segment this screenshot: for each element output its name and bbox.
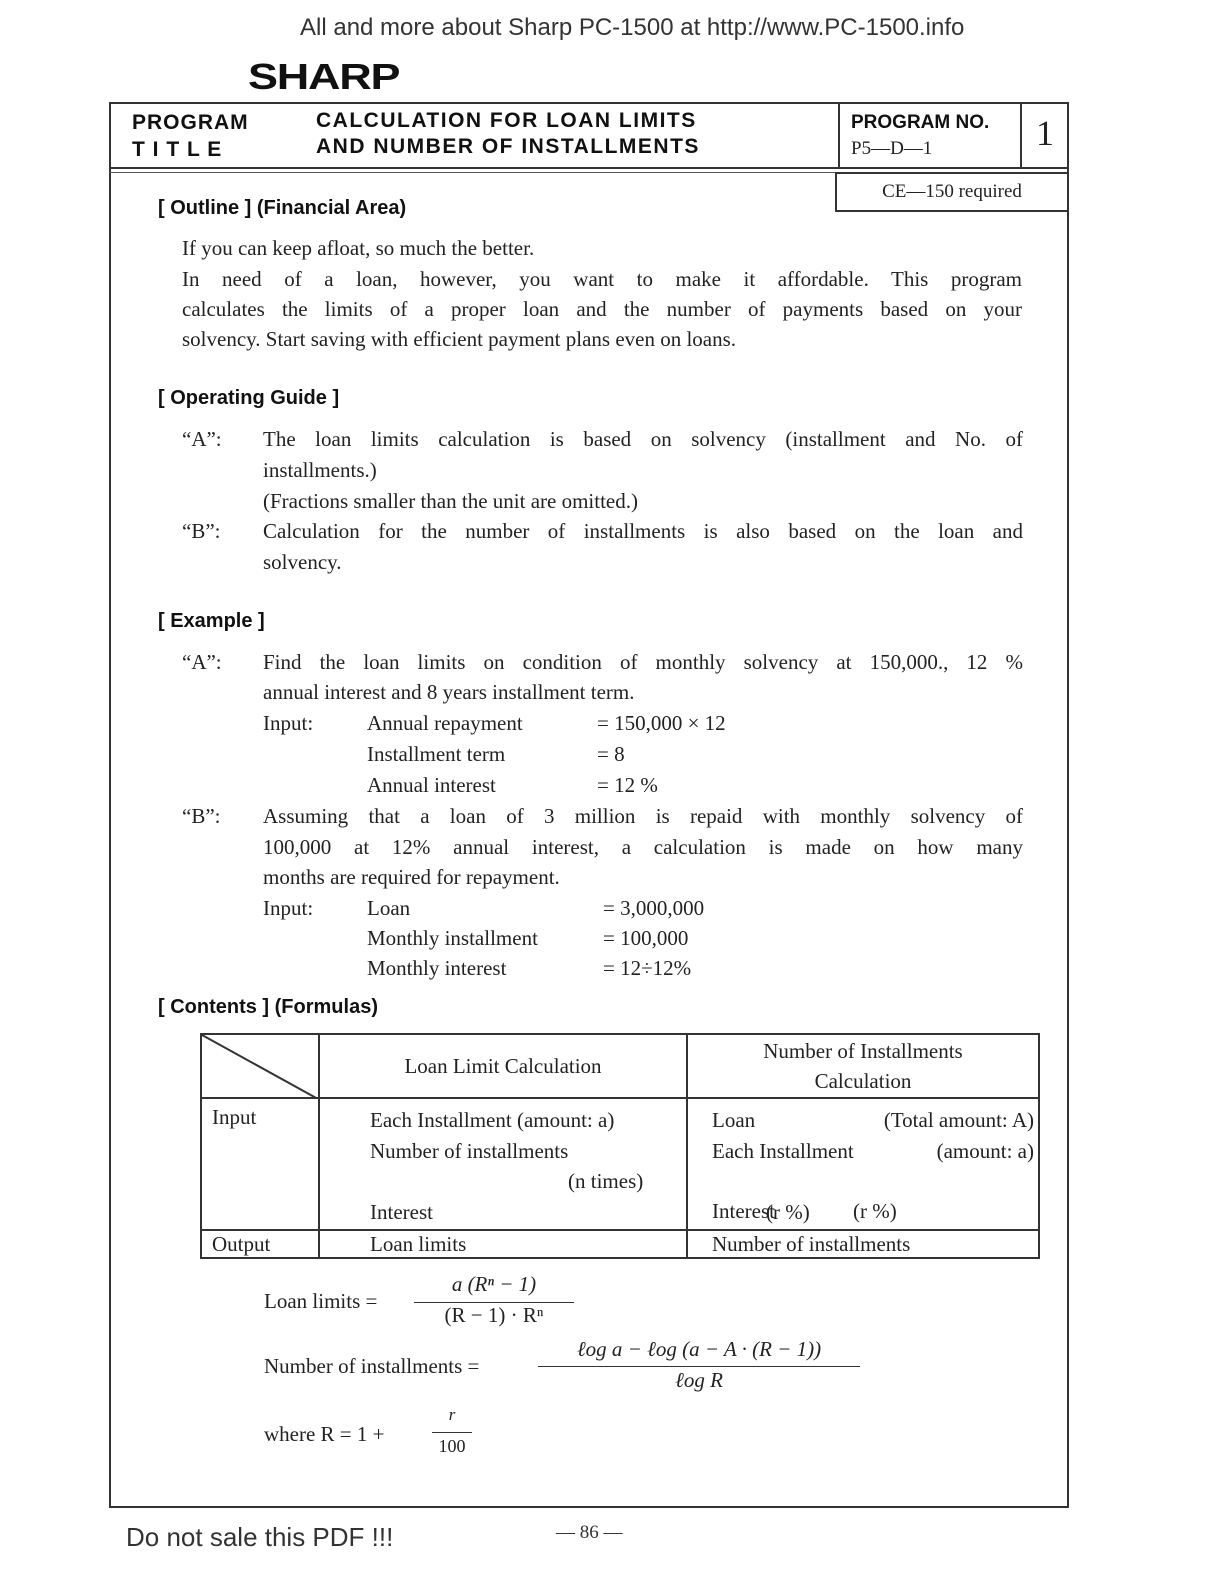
formula-loan-limits-numerator-text: a (Rⁿ − 1) bbox=[451, 1272, 537, 1296]
installment-output-cell bbox=[687, 1230, 1039, 1258]
formula-r-numerator-text: r bbox=[448, 1405, 456, 1424]
key-b-label: “B”: bbox=[182, 519, 221, 543]
formula-loan-limits-denominator: (R − 1) · Rⁿ bbox=[444, 1303, 544, 1327]
formula-installments-denominator bbox=[538, 1368, 860, 1393]
table-row-output bbox=[201, 1230, 1039, 1258]
example-b-line: months are required for repayment. bbox=[263, 865, 560, 889]
example-b-line: 100,000 at 12% annual interest, a calculation is made on how many bbox=[263, 835, 1023, 859]
formula-installments-label: Number of installments = bbox=[264, 1354, 480, 1378]
outline-heading: [ Outline ] (Financial Area) bbox=[158, 197, 407, 219]
loan-output-cell bbox=[319, 1230, 687, 1258]
formula-installments-numerator-text: ℓog a − ℓog (a − A · (R − 1)) bbox=[576, 1337, 822, 1361]
input-value: = 12÷12% bbox=[603, 956, 692, 980]
title-label: T I T L E bbox=[132, 138, 223, 161]
sharp-logo: SHARP bbox=[248, 56, 400, 97]
program-code: P5—D—1 bbox=[851, 138, 933, 159]
input-value: = 100,000 bbox=[603, 926, 689, 950]
page-number: — 86 — bbox=[556, 1522, 623, 1543]
input-label: Input: bbox=[263, 711, 314, 735]
title-divider-vertical bbox=[838, 102, 840, 168]
spacer bbox=[712, 1166, 1034, 1196]
key-a-label: “A”: bbox=[182, 650, 222, 674]
loan-interest-unit: (r %) bbox=[766, 1199, 810, 1224]
inst-loan-name: Loan bbox=[712, 1108, 756, 1132]
input-value: = 150,000 × 12 bbox=[597, 711, 726, 735]
outline-line: In need of a loan, however, you want to make it affordable. This program bbox=[182, 267, 1022, 291]
program-label: PROGRAM bbox=[132, 111, 249, 134]
formula-installments-numerator bbox=[538, 1337, 860, 1362]
footer-notice: Do not sale this PDF !!! bbox=[126, 1522, 394, 1552]
source-url-line: All and more about Sharp PC-1500 at http://www.PC-1500.info bbox=[300, 14, 965, 41]
loan-input-line: (n times) bbox=[568, 1169, 644, 1193]
guide-b-line: Calculation for the number of installments is also based on the loan and bbox=[263, 519, 1023, 543]
input-name: Monthly installment bbox=[367, 926, 538, 950]
input-value: = 12 % bbox=[597, 773, 658, 797]
guide-a-line: (Fractions smaller than the unit are omitted.) bbox=[263, 489, 638, 513]
row-label-output bbox=[201, 1230, 319, 1258]
contents-heading: [ Contents ] (Formulas) bbox=[158, 996, 378, 1018]
outline-line: If you can keep afloat, so much the better. bbox=[182, 236, 535, 260]
formula-installments-denominator-text: ℓog R bbox=[675, 1368, 723, 1392]
loan-interest-name: Interest bbox=[370, 1199, 433, 1224]
loan-input-line: Number of installments bbox=[370, 1138, 569, 1163]
inst-loan-unit: (Total amount: A) bbox=[883, 1108, 1034, 1132]
inst-input-interest bbox=[712, 1196, 1034, 1227]
table-row-input bbox=[201, 1098, 1039, 1230]
header-installments-line1: Number of Installments bbox=[763, 1039, 963, 1063]
operating-guide-heading: [ Operating Guide ] bbox=[158, 387, 340, 409]
formula-table bbox=[200, 1033, 1040, 1259]
table-corner-cell bbox=[201, 1034, 319, 1098]
requirement-badge: CE—150 required bbox=[835, 172, 1069, 212]
row-label-input bbox=[201, 1098, 319, 1230]
formula-loan-limits-numerator bbox=[414, 1272, 574, 1297]
input-name: Loan bbox=[367, 896, 411, 920]
title-divider bbox=[109, 167, 1069, 169]
program-title-line2: AND NUMBER OF INSTALLMENTS bbox=[316, 135, 700, 158]
title-divider-vertical bbox=[1020, 102, 1022, 168]
program-number: 1 bbox=[1036, 113, 1054, 153]
key-a-label: “A”: bbox=[182, 427, 222, 451]
installment-input-cell bbox=[687, 1098, 1039, 1230]
row-label-input-text: Input bbox=[212, 1105, 257, 1129]
formula-r-denominator: 100 bbox=[438, 1436, 466, 1456]
fraction-bar bbox=[538, 1366, 860, 1367]
input-name: Annual repayment bbox=[367, 711, 523, 735]
input-name: Monthly interest bbox=[367, 956, 507, 980]
key-b-label: “B”: bbox=[182, 804, 221, 828]
formula-loan-limits-label: Loan limits = bbox=[264, 1289, 378, 1313]
input-value: = 8 bbox=[597, 742, 625, 766]
formula-r-numerator bbox=[432, 1405, 472, 1425]
example-a-line: Find the loan limits on condition of monthly solvency at 150,000., 12 % bbox=[263, 650, 1023, 674]
guide-b-line: solvency. bbox=[263, 550, 342, 574]
loan-output-text: Loan limits bbox=[370, 1231, 467, 1256]
inst-each-unit: (amount: a) bbox=[936, 1138, 1034, 1163]
header-installments-line2: Calculation bbox=[814, 1069, 912, 1093]
input-name: Annual interest bbox=[367, 773, 496, 797]
inst-interest-unit: (r %) bbox=[852, 1199, 897, 1223]
inst-each-name: Each Installment bbox=[712, 1138, 854, 1163]
outline-line: solvency. Start saving with efficient payment plans even on loans. bbox=[182, 327, 737, 351]
formula-r-label: where R = 1 + bbox=[264, 1422, 385, 1446]
fraction-bar bbox=[432, 1432, 472, 1433]
input-label: Input: bbox=[263, 896, 314, 920]
loan-input-line: Each Installment (amount: a) bbox=[370, 1108, 615, 1132]
table-header-row bbox=[201, 1034, 1039, 1098]
example-heading: [ Example ] bbox=[158, 610, 265, 632]
outline-line: calculates the limits of a proper loan and the number of payments based on your bbox=[182, 297, 1022, 321]
program-title-line1: CALCULATION FOR LOAN LIMITS bbox=[316, 109, 697, 132]
input-name: Installment term bbox=[367, 742, 506, 766]
program-no-label: PROGRAM NO. bbox=[851, 112, 990, 133]
header-loan-limit-text: Loan Limit Calculation bbox=[404, 1053, 602, 1078]
example-b-line: Assuming that a loan of 3 million is repaid with monthly solvency of bbox=[263, 804, 1023, 828]
installment-output-text: Number of installments bbox=[712, 1231, 911, 1256]
example-a-line: annual interest and 8 years installment term. bbox=[263, 680, 635, 704]
row-label-output-text: Output bbox=[212, 1231, 271, 1256]
guide-a-line: installments.) bbox=[263, 458, 377, 482]
inst-input-each bbox=[712, 1136, 1034, 1167]
guide-a-line: The loan limits calculation is based on solvency (installment and No. of bbox=[263, 427, 1023, 451]
header-installments bbox=[687, 1034, 1039, 1098]
header-loan-limit bbox=[319, 1034, 687, 1098]
inst-input-loan bbox=[712, 1105, 1034, 1136]
diagonal-line bbox=[202, 1035, 318, 1099]
input-value: = 3,000,000 bbox=[603, 896, 705, 920]
loan-input-interest bbox=[370, 1197, 810, 1228]
inst-interest-name: Interest bbox=[712, 1199, 775, 1223]
